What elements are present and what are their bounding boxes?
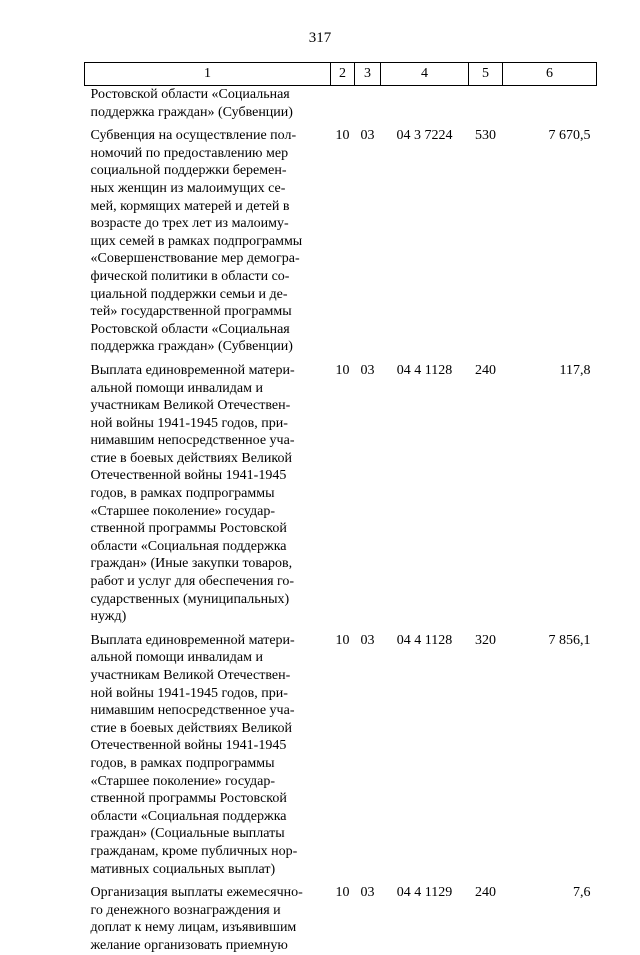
description-line: Отечественной войны 1941-1945 — [90, 738, 287, 754]
amount-value: 7 670,5 — [548, 128, 591, 144]
description-line: участникам Великой Отечествен- — [90, 668, 291, 683]
description-line: нимавшим непосредственное уча- — [90, 433, 295, 449]
description-line: граждан» (Иные закупки товаров, — [90, 556, 293, 572]
description-line: Ростовской области «Социальная — [90, 87, 290, 102]
target-article-code — [381, 86, 469, 122]
column-header-4: 4 — [381, 63, 469, 86]
amount-value — [503, 86, 597, 122]
description-line: циальной поддержки семьи и де- — [90, 286, 288, 302]
section-code — [331, 86, 355, 122]
section-code: 10 — [335, 632, 350, 648]
expense-type-code: 240 — [475, 362, 496, 378]
page-number: 317 — [308, 30, 332, 46]
table-body — [85, 86, 597, 955]
description-line: ственной программы Ростовской — [90, 791, 287, 807]
description-line: поддержка граждан» (Субвенции) — [90, 339, 293, 355]
description-line: мей, кормящих матерей и детей в — [90, 198, 290, 214]
description-line: гражданам, кроме публичных нор- — [90, 843, 298, 859]
description-line: ственной программы Ростовской — [90, 521, 287, 537]
description-line: Субвенция на осуществление пол- — [90, 128, 297, 144]
expense-type-code: 320 — [475, 632, 496, 648]
table-row — [85, 626, 597, 878]
description-line: годов, в рамках подпрограммы — [90, 486, 275, 502]
description-line: Выплата единовременной матери- — [90, 362, 295, 378]
expense-type-code — [469, 86, 503, 122]
row-description — [85, 356, 331, 626]
table-header-row — [85, 63, 597, 86]
description-line: Выплата единовременной матери- — [90, 632, 295, 648]
description-line: граждан» (Социальные выплаты — [90, 826, 285, 842]
column-header-3: 3 — [355, 63, 381, 86]
subsection-code — [355, 86, 381, 122]
target-article-code: 04 4 1129 — [396, 885, 453, 901]
section-code: 10 — [335, 362, 350, 378]
expense-type-code: 530 — [475, 128, 496, 144]
description-line: Ростовской области «Социальная — [90, 321, 290, 337]
description-line: нимавшим непосредственное уча- — [90, 703, 295, 719]
description-line: поддержка граждан» (Субвенции) — [90, 104, 293, 120]
description-line: нужд) — [90, 609, 127, 625]
description-line: ной войны 1941-1945 годов, при- — [90, 415, 288, 431]
description-line: области «Социальная поддержка — [90, 808, 287, 824]
table-row — [85, 86, 597, 122]
description-line: возрасте до трех лет из малоиму- — [90, 216, 289, 232]
description-line: тей» государственной программы — [90, 304, 292, 320]
budget-table — [84, 62, 597, 955]
column-header-6: 6 — [503, 63, 597, 86]
description-line: области «Социальная поддержка — [90, 538, 287, 554]
description-line: фической политики в области со- — [90, 268, 290, 284]
row-description — [85, 86, 331, 122]
description-line: Организация выплаты ежемесячно- — [90, 885, 303, 901]
row-description — [85, 626, 331, 878]
description-line: социальной поддержки беремен- — [90, 163, 287, 179]
amount-value: 7 856,1 — [548, 632, 591, 648]
row-description — [85, 121, 331, 356]
section-code: 10 — [335, 128, 350, 144]
description-line: желание организовать приемную — [90, 937, 288, 953]
description-line: стие в боевых действиях Великой — [90, 450, 292, 466]
subsection-code: 03 — [360, 632, 375, 648]
amount-value: 117,8 — [559, 362, 591, 378]
description-line: «Старшее поколение» государ- — [90, 773, 276, 789]
description-line: годов, в рамках подпрограммы — [90, 755, 275, 771]
expense-type-code: 240 — [475, 885, 496, 901]
description-line: сударственных (муниципальных) — [90, 591, 290, 607]
description-line: ных женщин из малоимущих се- — [90, 180, 286, 196]
description-line: номочий по предоставлению мер — [90, 145, 289, 161]
amount-value: 7,6 — [573, 885, 591, 901]
table-row — [85, 878, 597, 954]
target-article-code: 04 3 7224 — [396, 128, 453, 144]
description-line: мативных социальных выплат) — [90, 861, 276, 877]
table-row — [85, 121, 597, 356]
description-line: работ и услуг для обеспечения го- — [90, 574, 295, 590]
description-line: «Совершенствование мер демогра- — [90, 251, 300, 267]
section-code: 10 — [335, 885, 350, 901]
column-header-2: 2 — [331, 63, 355, 86]
description-line: Отечественной войны 1941-1945 — [90, 468, 287, 484]
target-article-code: 04 4 1128 — [396, 632, 453, 648]
subsection-code: 03 — [360, 885, 375, 901]
subsection-code: 03 — [360, 362, 375, 378]
description-line: участникам Великой Отечествен- — [90, 398, 291, 414]
description-line: доплат к нему лицам, изъявившим — [90, 920, 297, 936]
row-description — [85, 878, 331, 954]
description-line: стие в боевых действиях Великой — [90, 720, 292, 736]
description-line: щих семей в рамках подпрограммы — [90, 233, 303, 249]
description-line: альной помощи инвалидам и — [90, 380, 263, 396]
description-line: «Старшее поколение» государ- — [90, 503, 276, 519]
subsection-code: 03 — [360, 128, 375, 144]
description-line: ной войны 1941-1945 годов, при- — [90, 685, 288, 701]
target-article-code: 04 4 1128 — [396, 362, 453, 378]
column-header-5: 5 — [469, 63, 503, 86]
column-header-1: 1 — [85, 63, 331, 86]
table-row — [85, 356, 597, 626]
description-line: альной помощи инвалидам и — [90, 650, 263, 666]
description-line: го денежного вознаграждения и — [90, 902, 281, 918]
